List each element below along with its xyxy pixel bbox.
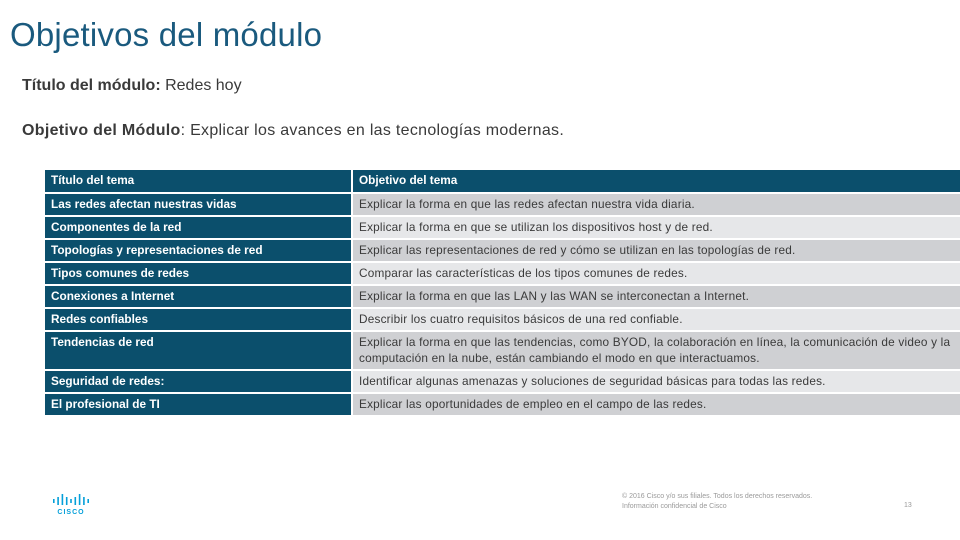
topic-cell: El profesional de TI <box>45 393 352 416</box>
table-row <box>45 262 960 285</box>
objective-cell: Identificar algunas amenazas y soluciones de seguridad básicas para todas las redes. <box>352 370 960 393</box>
table-row <box>45 216 960 239</box>
confidential-text: Información confidencial de Cisco <box>622 503 727 510</box>
copyright-text: © 2016 Cisco y/o sus filiales. Todos los derechos reservados. <box>622 493 813 500</box>
objective-cell: Explicar la forma en que las LAN y las WAN se interconectan a Internet. <box>352 285 960 308</box>
module-objective-label: Objetivo del Módulo <box>22 122 181 139</box>
topic-cell: Redes confiables <box>45 308 352 331</box>
cisco-bars-icon <box>53 494 89 505</box>
topics-table <box>45 170 960 417</box>
objective-cell: Describir los cuatro requisitos básicos de una red confiable. <box>352 308 960 331</box>
topic-cell: Topologías y representaciones de red <box>45 239 352 262</box>
table-row <box>45 393 960 416</box>
slide-title: Objetivos del módulo <box>10 16 323 53</box>
topic-cell: Conexiones a Internet <box>45 285 352 308</box>
header-topic-title: Título del tema <box>45 170 352 193</box>
header-topic-objective: Objetivo del tema <box>352 170 960 193</box>
objective-cell: Comparar las características de los tipos comunes de redes. <box>352 262 960 285</box>
module-objective-line <box>22 122 564 140</box>
topic-cell: Tendencias de red <box>45 331 352 370</box>
page-number: 13 <box>904 502 912 509</box>
topic-cell: Las redes afectan nuestras vidas <box>45 193 352 216</box>
objective-cell: Explicar las oportunidades de empleo en el campo de las redes. <box>352 393 960 416</box>
topic-cell: Componentes de la red <box>45 216 352 239</box>
objective-cell: Explicar la forma en que las tendencias, como BYOD, la colaboración en línea, la comunicación de video y la computación en la nube, están cambiando el modo en que interactuamos. <box>352 331 960 370</box>
table-row <box>45 193 960 216</box>
table-row <box>45 331 960 370</box>
cisco-wordmark: CISCO <box>57 509 85 516</box>
topic-cell: Seguridad de redes: <box>45 370 352 393</box>
topic-cell: Tipos comunes de redes <box>45 262 352 285</box>
table-row <box>45 370 960 393</box>
table-row <box>45 308 960 331</box>
table-row <box>45 285 960 308</box>
objective-cell: Explicar la forma en que se utilizan los dispositivos host y de red. <box>352 216 960 239</box>
table-header-row <box>45 170 960 193</box>
module-objective-value: : Explicar los avances en las tecnologías modernas. <box>180 122 565 139</box>
cisco-logo <box>53 494 93 516</box>
objective-cell: Explicar las representaciones de red y cómo se utilizan en las topologías de red. <box>352 239 960 262</box>
objective-cell: Explicar la forma en que las redes afectan nuestra vida diaria. <box>352 193 960 216</box>
module-title-label: Título del módulo: <box>22 77 161 94</box>
module-title-value: Redes hoy <box>160 77 242 94</box>
footer-legal <box>622 492 812 512</box>
table-row <box>45 239 960 262</box>
module-title-line <box>22 77 242 95</box>
